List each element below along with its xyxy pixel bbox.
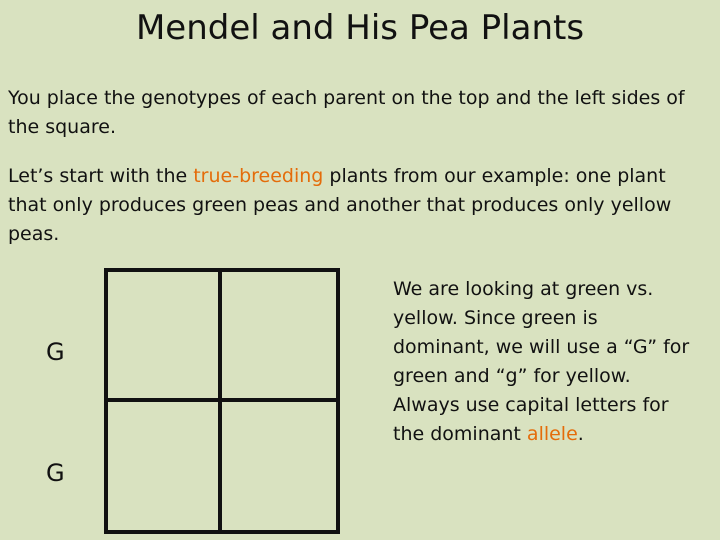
- example-text-end: plants from our example: one plant that only produces green peas and another that produces only yellow peas.: [8, 165, 672, 245]
- left-allele-top: G: [46, 338, 65, 366]
- allele-term: allele: [526, 423, 578, 445]
- intro-paragraph: You place the genotypes of each parent on the top and the left sides of the square.: [8, 87, 685, 138]
- left-allele-bottom: G: [46, 459, 65, 487]
- note-text-start: We are looking at green vs. yellow. Since green is dominant, we will use a “G” for green and “g” for yellow. Always use capital letters for the dominant: [393, 278, 690, 445]
- example-text-start: Let’s start with the: [8, 165, 194, 187]
- example-paragraph: [8, 162, 708, 249]
- explanation-note: [393, 275, 693, 449]
- note-text-end: .: [577, 423, 584, 445]
- punnett-horizontal-divider: [108, 398, 336, 402]
- slide-title: Mendel and His Pea Plants: [135, 8, 585, 48]
- true-breeding-term: true-breeding: [193, 165, 324, 187]
- punnett-square: [104, 268, 340, 534]
